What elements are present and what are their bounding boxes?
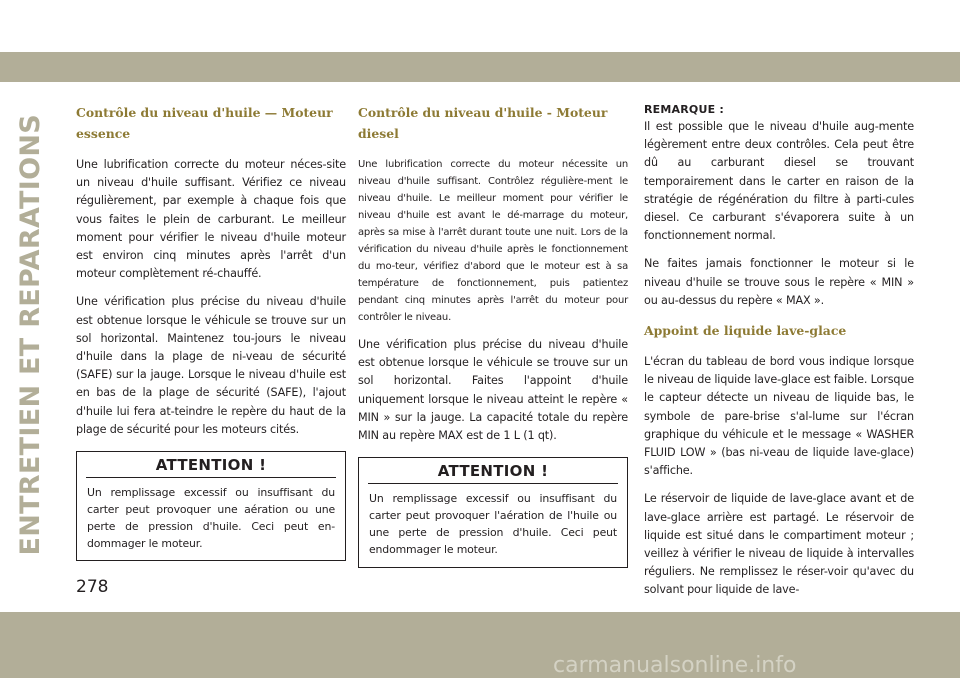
paragraph: Une lubrification correcte du moteur nécessite un niveau d'huile suffisant. Contrôlez régulière-ment le niveau d'huile. Le meilleur moment pour vérifier le niveau d'huile est avant le dé-marrage du moteur, après sa mise à l'arrêt durant toute une nuit. Lors de la vérification du niveau d'huile après le fonctionnement du mo-teur, vérifiez d'abord que le moteur est à sa température de fonctionnement, puis patientez pendant cinq minutes après l'arrêt du moteur pour contrôler le niveau. (358, 159, 628, 323)
page-number: 278 (76, 577, 109, 597)
paragraph: Il est possible que le niveau d'huile aug-mente légèrement entre deux contrôles. Cela peut être dû au carburant diesel se trouvant temporairement dans le carter en raison de la stratégie de régénération du filtre à parti-cules diesel. Ce carburant s'évaporera suite à un fonctionnement normal. (644, 120, 914, 243)
column-diesel-oil (358, 102, 628, 568)
watermark-text: carmanualsonline.info (553, 653, 797, 678)
column-petrol-oil (76, 102, 346, 561)
header-band (0, 52, 960, 82)
section-side-title (4, 104, 56, 566)
paragraph: Le réservoir de liquide de lave-glace avant et de lave-glace arrière est partagé. Le réservoir de liquide est situé dans le compartiment moteur ; veillez à vérifier le niveau de liquide à intervalles réguliers. Ne remplissez le réser-voir qu'avec du solvant pour liquide de lave- (644, 492, 914, 597)
warning-text: Un remplissage excessif ou insuffisant du carter peut provoquer une aération ou une perte de pression d'huile. Ceci peut en-dommager le moteur. (87, 486, 335, 550)
side-title-text: ENTRETIEN ET REPARATIONS (14, 114, 46, 556)
paragraph: Une vérification plus précise du niveau d'huile est obtenue lorsque le véhicule se trouve sur un sol horizontal. Maintenez tou-jours le niveau d'huile dans la plage de ni-veau de sécurité (SAFE) sur la jauge. Lorsque le niveau d'huile est en bas de la plage de sécurité (SAFE), l'ajout d'huile lui fera at-teindre le repère du haut de la plage de sécurité pour les moteurs cités. (76, 295, 346, 436)
heading-washer-fluid: Appoint de liquide lave-glace (644, 323, 847, 339)
heading-petrol-oil-check: Contrôle du niveau d'huile — Moteur essence (76, 105, 333, 141)
warning-box (76, 451, 346, 561)
paragraph: L'écran du tableau de bord vous indique lorsque le niveau de liquide lave-glace est faible. Lorsque le capteur détecte un niveau de liquide bas, le symbole de pare-brise s'al-lume sur l'écran graphique du véhicule et le message « WASHER FLUID LOW » (bas ni-veau de liquide lave-glace) s'affiche. (644, 355, 915, 478)
paragraph: Une vérification plus précise du niveau d'huile est obtenue lorsque le véhicule se trouve sur un sol horizontal. Faites l'appoint d'huile uniquement lorsque le niveau atteint le repère « MIN » sur la jauge. La capacité totale du repère MIN au repère MAX est de 1 L (1 qt). (358, 338, 628, 443)
note-label: REMARQUE : (644, 103, 724, 116)
warning-title: ATTENTION ! (155, 456, 267, 475)
warning-text: Un remplissage excessif ou insuffisant du carter peut provoquer l'aération de l'huile ou une perte de pression d'huile. Ceci peut endommager le moteur. (369, 492, 617, 556)
paragraph: Une lubrification correcte du moteur néces-site un niveau d'huile suffisant. Vérifiez ce niveau régulièrement, par exemple à chaque fois que vous faites le plein de carburant. Le meilleur moment pour vérifier le niveau d'huile moteur est environ cinq minutes après l'arrêt d'un moteur complètement ré-chauffé. (76, 158, 346, 281)
warning-title: ATTENTION ! (437, 462, 549, 481)
paragraph: Ne faites jamais fonctionner le moteur si le niveau d'huile se trouve sous le repère « MIN » ou au-dessus du repère « MAX ». (644, 257, 914, 307)
column-note-washer (644, 102, 914, 610)
warning-box (358, 457, 628, 567)
footer-band (0, 612, 960, 678)
heading-diesel-oil-check: Contrôle du niveau d'huile - Moteur diesel (358, 105, 608, 141)
